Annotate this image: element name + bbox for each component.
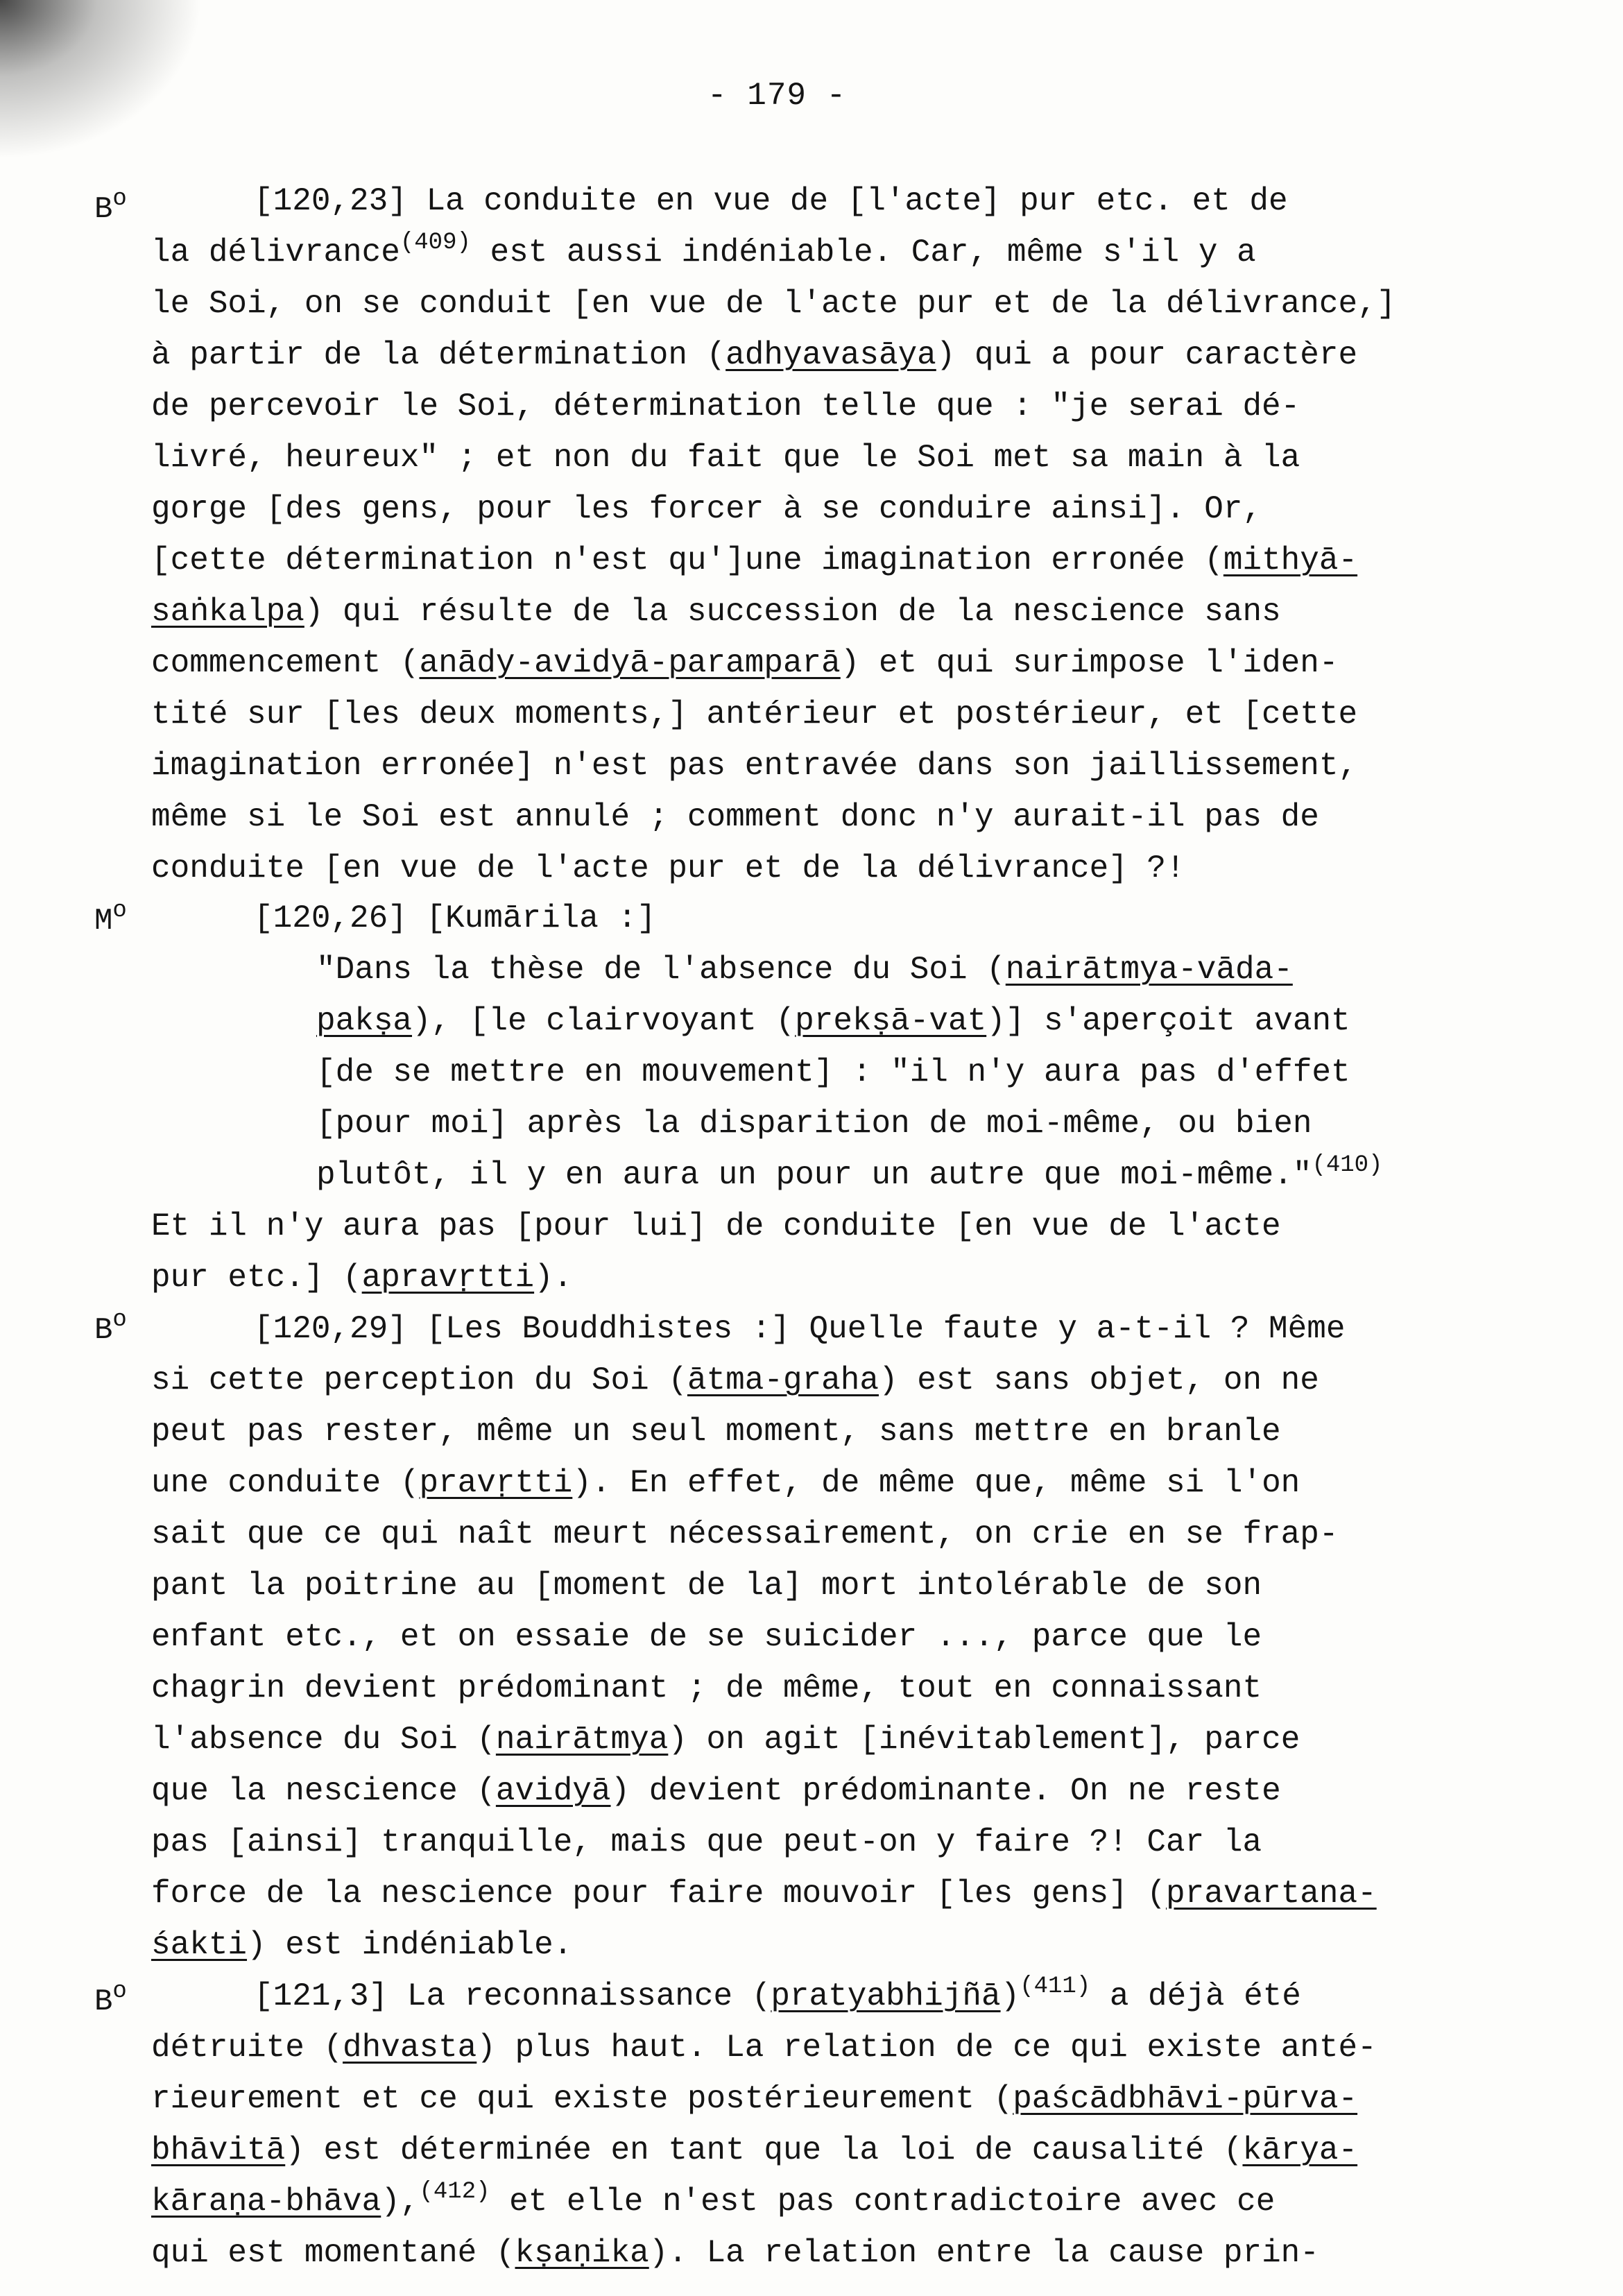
text-line — [151, 1618, 1262, 1656]
line-text: pur etc.] ( — [151, 1260, 362, 1296]
line-text: l'absence du Soi ( — [151, 1722, 496, 1758]
text-line — [151, 284, 1396, 323]
line-text: ) et qui surimpose l'iden- — [840, 645, 1339, 681]
line-text: et elle n'est pas contradictoire avec ce — [490, 2184, 1276, 2220]
line-text: [120,23] La conduite en vue de [l'acte] pur etc. et de — [254, 183, 1288, 219]
line-text: sait que ce qui naît meurt nécessairement, on crie en se frap- — [151, 1516, 1339, 1552]
line-text: [121,3] La reconnaissance ( — [254, 1978, 771, 2014]
text-line — [151, 336, 1357, 375]
sanskrit-term: bhāvitā — [151, 2132, 286, 2168]
text-line — [151, 798, 1319, 837]
line-text: rieurement et ce qui existe postérieurement ( — [151, 2081, 1013, 2117]
text-line — [254, 899, 656, 938]
line-text: ) est indéniable. — [247, 1927, 573, 1963]
speaker-mark: o — [112, 1307, 127, 1333]
text-line — [151, 1823, 1262, 1862]
sanskrit-term: dhvasta — [343, 2030, 477, 2066]
line-text: chagrin devient prédominant ; de même, tout en connaissant — [151, 1670, 1262, 1706]
speaker-marker — [94, 186, 127, 229]
line-text: gorge [des gens, pour les forcer à se conduire ainsi]. Or, — [151, 491, 1262, 527]
text-line — [151, 2179, 1276, 2221]
line-text: conduite [en vue de l'acte pur et de la délivrance] ?! — [151, 850, 1185, 886]
text-line — [151, 1669, 1262, 1708]
line-text: enfant etc., et on essaie de se suicider ..., parce que le — [151, 1619, 1262, 1655]
text-line — [316, 1002, 1350, 1040]
text-line — [151, 1926, 572, 1964]
text-line — [151, 1874, 1377, 1913]
line-text: ) est déterminée en tant que la loi de causalité ( — [285, 2132, 1243, 2168]
sanskrit-term: apravṛtti — [361, 1260, 535, 1296]
speaker-marker — [94, 1307, 127, 1350]
line-text: que la nescience ( — [151, 1773, 496, 1809]
sanskrit-term: ātma-graha — [687, 1362, 879, 1398]
line-text: livré, heureux" ; et non du fait que le Soi met sa main à la — [151, 440, 1300, 476]
line-text: force de la nescience pour faire mouvoir [les gens] ( — [151, 1876, 1167, 1912]
text-line — [151, 1361, 1319, 1400]
speaker-letter: B — [94, 1313, 113, 1348]
text-line — [316, 950, 1293, 989]
line-text: qui est momentané ( — [151, 2235, 515, 2271]
text-line — [151, 1258, 572, 1297]
line-text: [cette détermination n'est qu']une imagination erronée ( — [151, 542, 1223, 579]
text-line — [151, 1566, 1262, 1605]
text-line — [151, 490, 1262, 529]
sanskrit-term: kṣaṇika — [515, 2235, 649, 2271]
text-line — [151, 387, 1300, 426]
line-text: imagination erronée] n'est pas entravée dans son jaillissement, — [151, 748, 1358, 784]
text-line — [151, 695, 1357, 734]
footnote-ref: (409) — [400, 230, 471, 256]
line-text: ) qui a pour caractère — [936, 337, 1358, 373]
line-text: le Soi, on se conduit [en vue de l'acte pur et de la délivrance,] — [151, 286, 1396, 322]
text-line — [151, 849, 1185, 888]
line-text: Et il n'y aura pas [pour lui] de conduite [en vue de l'acte — [151, 1208, 1281, 1244]
footnote-ref: (412) — [419, 2179, 490, 2205]
sanskrit-term: avidyā — [495, 1773, 611, 1809]
sanskrit-term: pravṛtti — [419, 1465, 573, 1501]
sanskrit-term: pakṣa — [316, 1003, 413, 1039]
line-text: commencement ( — [151, 645, 420, 681]
speaker-letter: B — [94, 1985, 113, 2019]
line-text: détruite ( — [151, 2030, 343, 2066]
sanskrit-term: adhyavasāya — [725, 337, 936, 373]
sanskrit-term: saṅkalpa — [151, 594, 304, 630]
speaker-marker — [94, 1978, 127, 2021]
footnote-ref: (411) — [1020, 1973, 1091, 2000]
sanskrit-term: nairātmya-vāda- — [1005, 952, 1293, 988]
sanskrit-term: kārya- — [1242, 2132, 1358, 2168]
text-line — [254, 1310, 1345, 1348]
line-text: une conduite ( — [151, 1465, 420, 1501]
line-text: ). En effet, de même que, même si l'on — [572, 1465, 1300, 1501]
line-text: a déjà été — [1090, 1978, 1301, 2014]
line-text: ). La relation entre la cause prin- — [649, 2235, 1319, 2271]
speaker-mark: o — [112, 898, 127, 924]
text-line — [151, 2131, 1357, 2170]
text-line — [316, 1104, 1312, 1143]
speaker-mark: o — [112, 186, 127, 212]
line-text: )] s'aperçoit avant — [986, 1003, 1350, 1039]
line-text: même si le Soi est annulé ; comment donc n'y aurait-il pas de — [151, 799, 1319, 835]
speaker-marker — [94, 898, 127, 941]
text-line — [151, 2234, 1319, 2272]
line-text: [120,26] [Kumārila :] — [254, 900, 656, 936]
sanskrit-term: śakti — [151, 1927, 248, 1963]
line-text: ) plus haut. La relation de ce qui existe anté- — [476, 2030, 1377, 2066]
line-text: tité sur [les deux moments,] antérieur et postérieur, et [cette — [151, 696, 1358, 733]
sanskrit-term: pratyabhijñā — [771, 1978, 1001, 2014]
text-line — [151, 1720, 1300, 1759]
text-line — [316, 1152, 1383, 1194]
text-line — [151, 746, 1357, 785]
text-line — [151, 1207, 1281, 1246]
sanskrit-term: kāraṇa-bhāva — [151, 2184, 381, 2220]
text-line — [254, 1973, 1301, 2016]
line-text: pas [ainsi] tranquille, mais que peut-on y faire ?! Car la — [151, 1824, 1262, 1860]
text-line — [151, 541, 1357, 580]
text-line — [151, 2080, 1357, 2118]
line-text: ) on agit [inévitablement], parce — [668, 1722, 1300, 1758]
text-line — [151, 2028, 1377, 2067]
line-text: [120,29] [Les Bouddhistes :] Quelle faute y a-t-il ? Même — [254, 1311, 1346, 1347]
sanskrit-term: pravartana- — [1166, 1876, 1377, 1912]
line-text: [de se mettre en mouvement] : "il n'y aura pas d'effet — [316, 1054, 1350, 1090]
sanskrit-term: mithyā- — [1223, 542, 1358, 579]
line-text: ) qui résulte de la succession de la nescience sans — [304, 594, 1281, 630]
line-text: ) — [1000, 1978, 1020, 2014]
speaker-mark: o — [112, 1978, 127, 2005]
footnote-ref: (410) — [1312, 1152, 1383, 1179]
scan-shadow — [0, 0, 229, 180]
text-line — [151, 592, 1281, 631]
line-text: est aussi indéniable. Car, même s'il y a — [470, 234, 1256, 271]
line-text: à partir de la détermination ( — [151, 337, 726, 373]
line-text: [pour moi] après la disparition de moi-même, ou bien — [316, 1106, 1312, 1142]
text-line — [151, 644, 1339, 683]
line-text: la délivrance — [151, 234, 400, 271]
speaker-letter: B — [94, 192, 113, 227]
sanskrit-term: nairātmya — [495, 1722, 669, 1758]
sanskrit-term: prekṣā-vat — [795, 1003, 987, 1039]
text-line — [151, 1772, 1281, 1810]
text-line — [151, 438, 1300, 477]
text-line — [254, 182, 1288, 221]
sanskrit-term: paścādbhāvi-pūrva- — [1013, 2081, 1358, 2117]
text-line — [151, 230, 1256, 272]
text-line — [316, 1053, 1350, 1092]
line-text: ) est sans objet, on ne — [878, 1362, 1319, 1398]
text-line — [151, 1412, 1281, 1451]
text-line — [151, 1464, 1300, 1502]
line-text: "Dans la thèse de l'absence du Soi ( — [316, 952, 1006, 988]
line-text: pant la poitrine au [moment de la] mort intolérable de son — [151, 1568, 1262, 1604]
line-text: peut pas rester, même un seul moment, sans mettre en branle — [151, 1414, 1281, 1450]
text-line — [151, 1515, 1338, 1554]
line-text: de percevoir le Soi, détermination telle que : "je serai dé- — [151, 388, 1300, 425]
speaker-letter: M — [94, 904, 113, 939]
line-text: ), [le clairvoyant ( — [412, 1003, 796, 1039]
line-text: ). — [534, 1260, 573, 1296]
sanskrit-term: anādy-avidyā-paramparā — [419, 645, 841, 681]
line-text: ), — [381, 2184, 420, 2220]
line-text: si cette perception du Soi ( — [151, 1362, 687, 1398]
line-text: plutôt, il y en aura un pour un autre que moi-même." — [316, 1157, 1312, 1193]
page-number: - 179 - — [707, 78, 847, 114]
line-text: ) devient prédominante. On ne reste — [610, 1773, 1281, 1809]
